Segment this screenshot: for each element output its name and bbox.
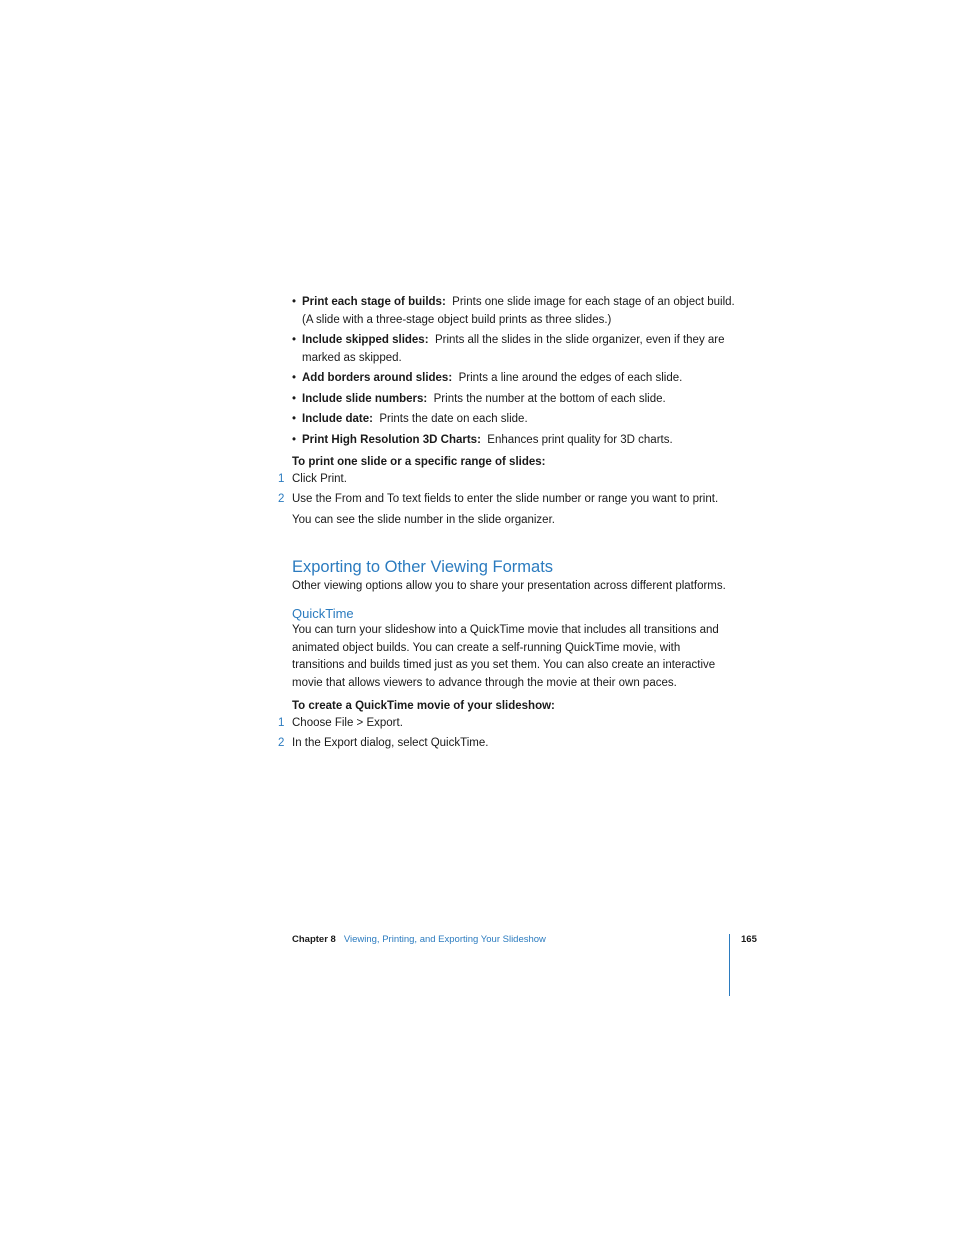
quicktime-step-1 bbox=[278, 715, 748, 733]
page-number: 165 bbox=[741, 934, 757, 945]
print-options-list bbox=[292, 294, 737, 452]
list-item bbox=[292, 391, 737, 409]
list-item bbox=[292, 294, 737, 329]
print-range-note: You can see the slide number in the slide organizer. bbox=[292, 514, 555, 526]
step-number: 1 bbox=[278, 717, 285, 729]
bullet-icon: • bbox=[292, 433, 297, 446]
step-text: In the Export dialog, select QuickTime. bbox=[292, 737, 489, 749]
footer-chapter-label: Chapter 8 bbox=[292, 934, 336, 945]
step-number: 2 bbox=[278, 493, 285, 505]
quicktime-body: You can turn your slideshow into a QuickTime movie that includes all transitions and animated object builds. You can create a self-running QuickTime movie, with transitions and builds timed just as you set them. You can also create an interactive movie that allows viewers to advance through the movie at their own paces. bbox=[292, 624, 719, 689]
section-intro: Other viewing options allow you to share your presentation across different platforms. bbox=[292, 580, 726, 592]
option-desc: Prints all the slides in the slide organizer, even if they are marked as skipped. bbox=[302, 334, 725, 364]
quicktime-lead: To create a QuickTime movie of your slideshow: bbox=[292, 700, 555, 712]
option-desc: Prints the number at the bottom of each slide. bbox=[433, 392, 666, 405]
option-desc: Prints one slide image for each stage of an object build. (A slide with a three-stage object build prints as three slides.) bbox=[302, 296, 735, 326]
option-term: Include date: bbox=[302, 413, 373, 425]
footer-divider bbox=[729, 934, 730, 996]
option-desc: Enhances print quality for 3D charts. bbox=[487, 433, 673, 446]
print-step-1 bbox=[278, 471, 748, 489]
option-desc: Prints a line around the edges of each slide. bbox=[458, 372, 683, 384]
list-item bbox=[292, 411, 737, 429]
bullet-icon: • bbox=[292, 372, 297, 384]
step-number: 2 bbox=[278, 737, 285, 749]
step-text: Choose File > Export. bbox=[292, 717, 403, 729]
step-text: Click Print. bbox=[292, 473, 347, 485]
list-item bbox=[292, 370, 737, 388]
option-desc: Prints the date on each slide. bbox=[379, 413, 528, 425]
option-term: Print each stage of builds: bbox=[302, 296, 446, 308]
bullet-icon: • bbox=[292, 296, 297, 308]
list-item bbox=[292, 432, 737, 450]
step-text: Use the From and To text fields to enter the slide number or range you want to print. bbox=[292, 493, 719, 505]
print-step-2 bbox=[278, 491, 748, 509]
step-number: 1 bbox=[278, 473, 285, 485]
option-term: Add borders around slides: bbox=[302, 372, 453, 384]
option-term: Include skipped slides: bbox=[302, 334, 429, 346]
option-term: Include slide numbers: bbox=[302, 392, 428, 405]
quicktime-step-2 bbox=[278, 735, 748, 753]
footer-chapter bbox=[292, 933, 546, 947]
print-range-lead: To print one slide or a specific range of slides: bbox=[292, 456, 546, 468]
list-item bbox=[292, 332, 737, 367]
section-heading: Exporting to Other Viewing Formats bbox=[292, 558, 554, 576]
bullet-icon: • bbox=[292, 413, 297, 425]
bullet-icon: • bbox=[292, 392, 297, 405]
footer-chapter-title: Viewing, Printing, and Exporting Your Slideshow bbox=[343, 934, 546, 945]
bullet-icon: • bbox=[292, 334, 297, 346]
subsection-heading: QuickTime bbox=[292, 606, 354, 621]
option-term: Print High Resolution 3D Charts: bbox=[302, 433, 481, 446]
